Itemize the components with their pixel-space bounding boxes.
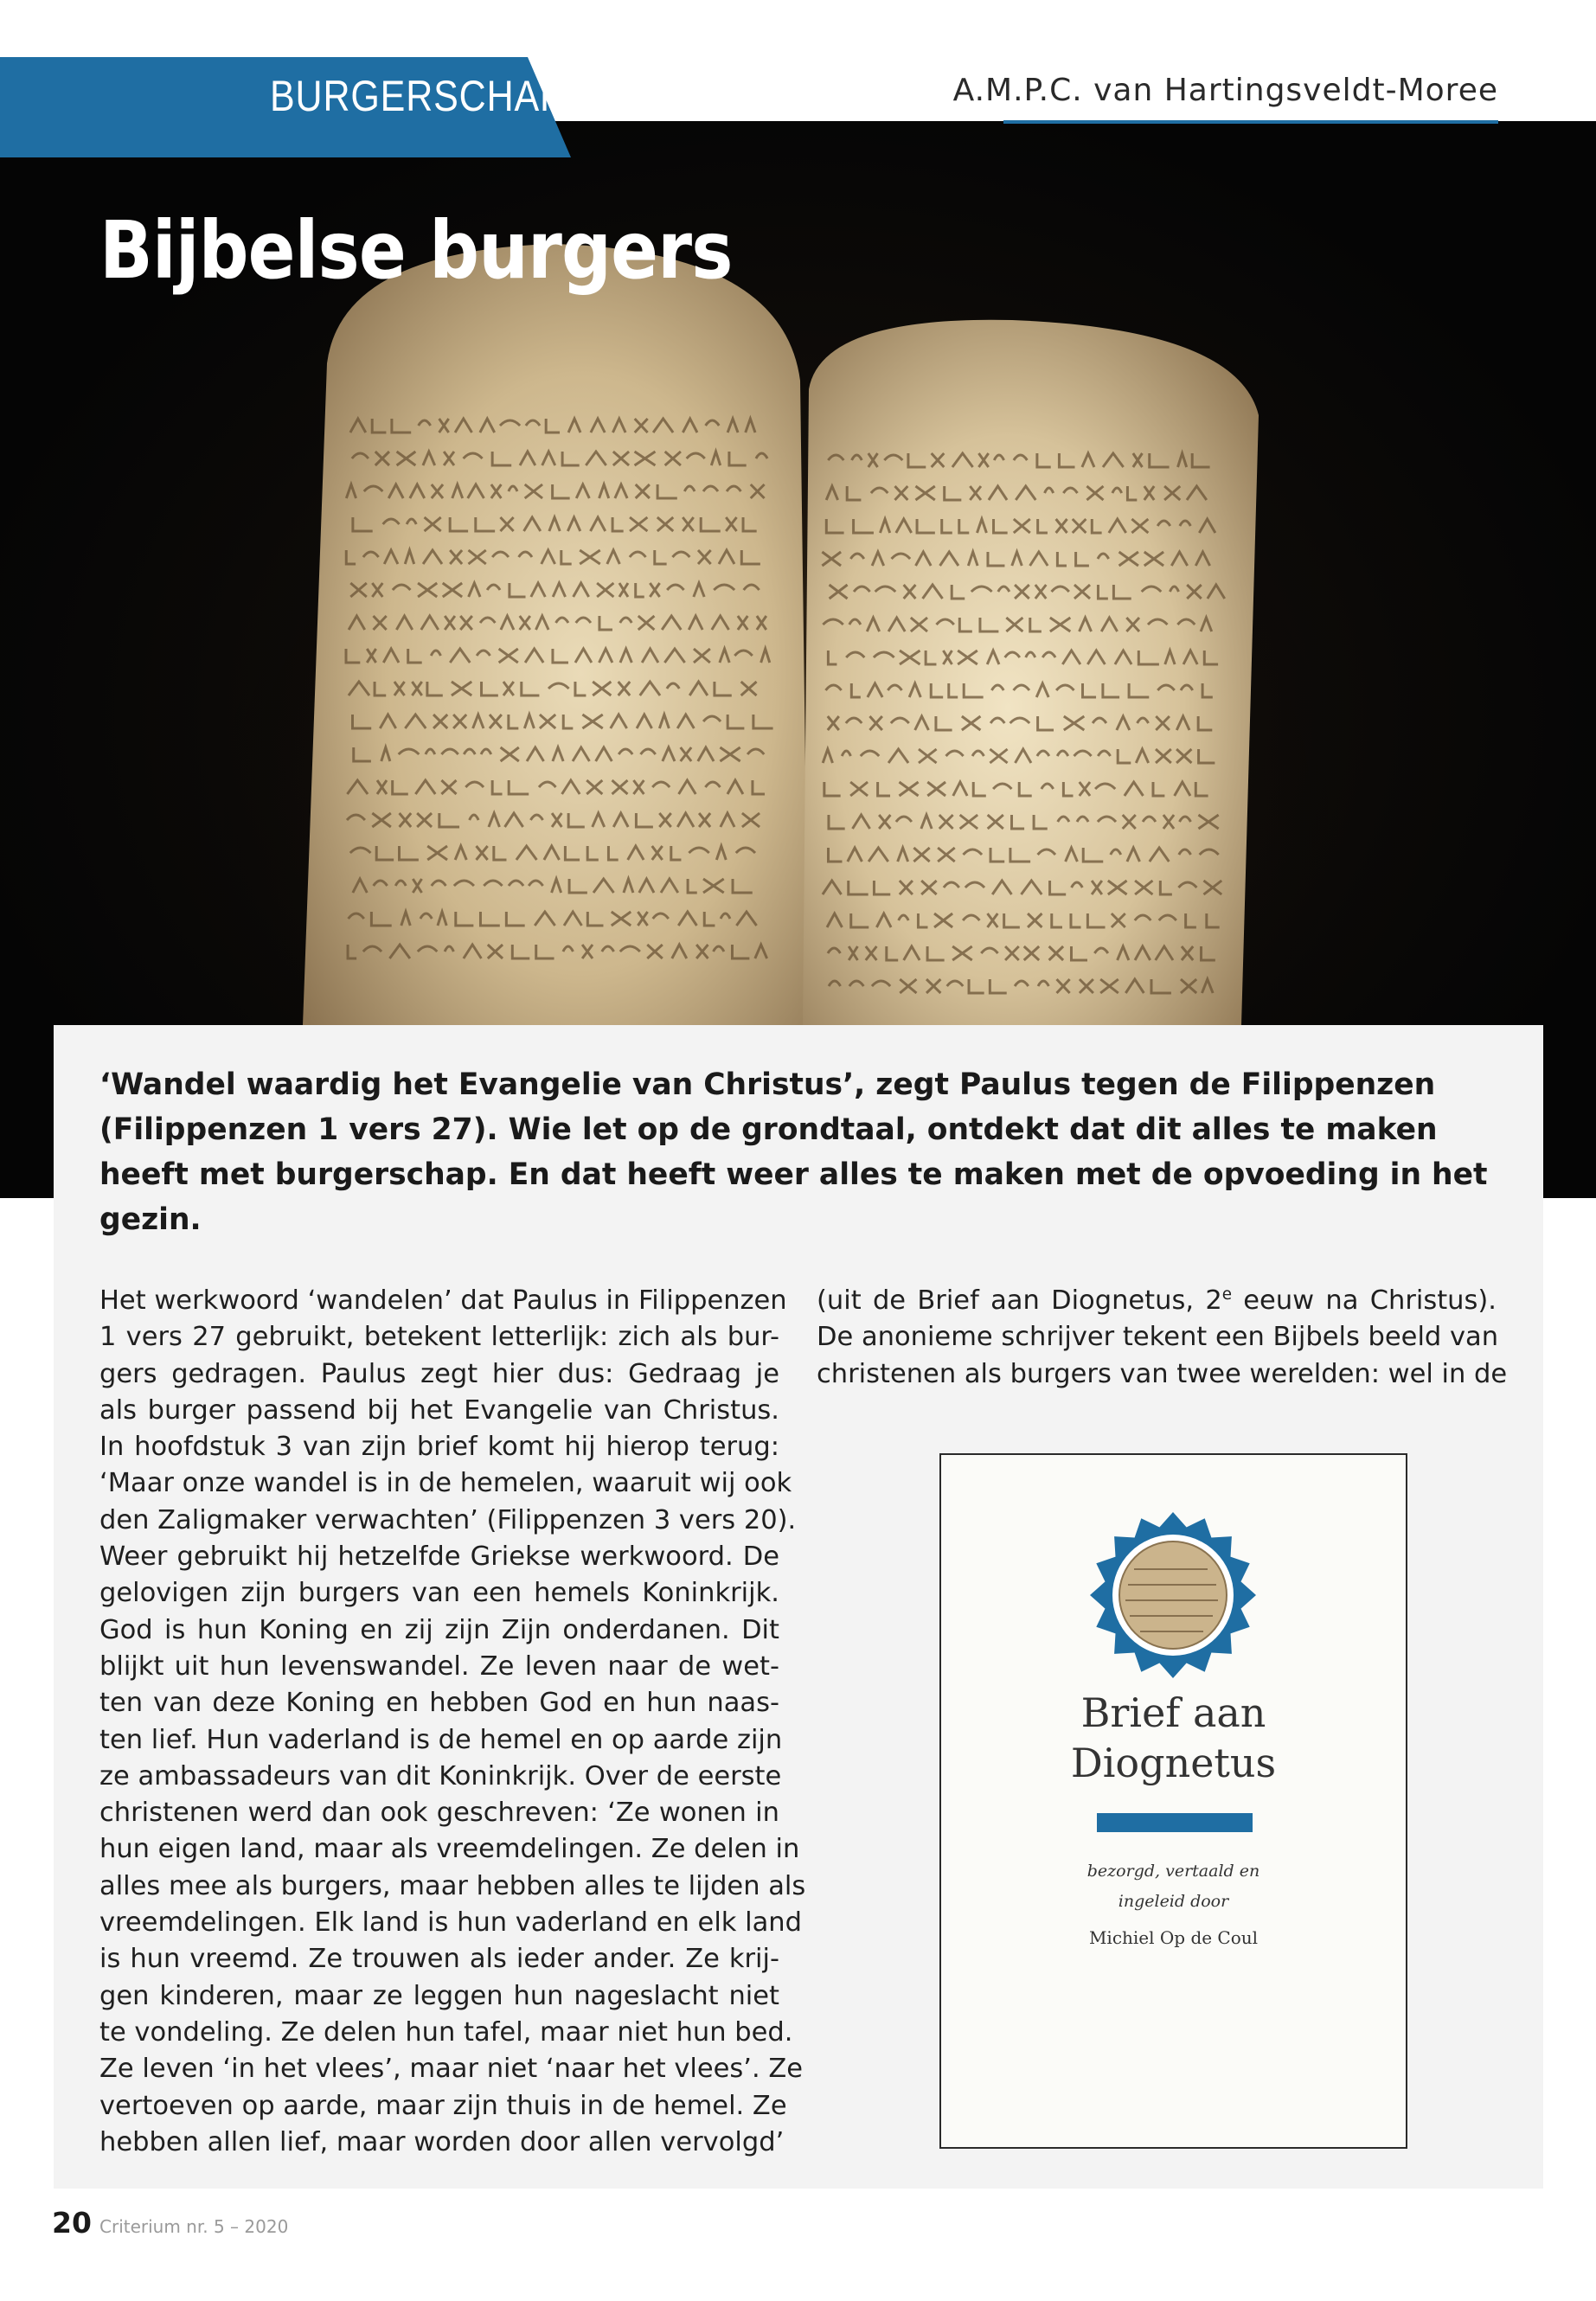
body-line: te vondeling. Ze delen hun tafel, maar niet hun bed.	[99, 2016, 793, 2048]
body-line: is hun vreemd. Ze trouwen als ieder ander. Ze krij-	[99, 1944, 779, 1975]
author-name: A.M.P.C. van Hartingsveldt-Moree	[952, 73, 1498, 108]
body-line: christenen als burgers van twee werelden: wel in de	[817, 1358, 1508, 1389]
body-line: God is hun Koning en zij zijn Zijn onderdanen. Dit	[99, 1614, 779, 1645]
article-lead: ‘Wandel waardig het Evangelie van Christus’, zegt Paulus tegen de Filippenzen (Filippenzen 1 vers 27). Wie let op de grondtaal, ontdekt dat dit alles te maken heeft met burgerschap. En dat heeft weer alles te maken met de opvoeding in het gezin.	[99, 1067, 1488, 1237]
body-line: den Zaligmaker verwachten’ (Filippenzen 3 vers 20).	[99, 1504, 797, 1535]
body-line: hun eigen land, maar als vreemdelingen. Ze delen in	[99, 1834, 800, 1865]
body-line: gers gedragen. Paulus zegt hier dus: Gedraag je	[99, 1358, 779, 1389]
seal-emblem-icon	[1086, 1509, 1259, 1682]
body-line: De anonieme schrijver tekent een Bijbels beeld van	[817, 1322, 1499, 1353]
body-line: In hoofdstuk 3 van zijn brief komt hij hierop terug:	[99, 1432, 779, 1463]
body-line: Ze leven ‘in het vlees’, maar niet ‘naar het vlees’. Ze	[99, 2054, 804, 2085]
article-title: Bijbelse burgers	[99, 204, 733, 297]
book-ribbon	[1097, 1813, 1253, 1832]
body-line: alles mee als burgers, maar hebben alles te lijden als	[99, 1870, 806, 1901]
body-line: ten van deze Koning en hebben God en hun naas-	[99, 1688, 779, 1719]
body-line: Weer gebruikt hij hetzelfde Griekse werkwoord. De	[99, 1541, 779, 1573]
body-line: blijkt uit hun levenswandel. Ze leven naar de wet-	[99, 1650, 779, 1682]
body-line: ze ambassadeurs van dit Koninkrijk. Over de eerste	[99, 1760, 782, 1791]
body-line: christenen werd dan ook geschreven: ‘Ze wonen in	[99, 1798, 779, 1829]
body-line: ten lief. Hun vaderland is de hemel en op aarde zijn	[99, 1724, 783, 1755]
section-label: BURGERSCHAP	[270, 72, 566, 120]
book-subtitle-line-1: bezorgd, vertaald en	[1086, 1862, 1260, 1881]
body-line: vreemdelingen. Elk land is hun vaderland en elk land	[99, 1907, 803, 1939]
body-line: ‘Maar onze wandel is in de hemelen, waaruit wij ook	[99, 1468, 792, 1499]
body-line: hebben allen lief, maar worden door allen vervolgd’	[99, 2126, 785, 2157]
body-line: vertoeven op aarde, maar zijn thuis in de hemel. Ze	[99, 2090, 787, 2121]
book-subtitle-line-2: ingeleid door	[1118, 1892, 1229, 1911]
right-tablet	[803, 320, 1259, 1025]
body-column-left	[99, 1283, 806, 2161]
author-underline	[1003, 120, 1498, 124]
body-line: gelovigen zijn burgers van een hemels Koninkrijk.	[99, 1578, 779, 1609]
page-number: 20	[52, 2206, 92, 2240]
book-title-line-2: Diognetus	[1070, 1740, 1277, 1786]
issue-label: Criterium nr. 5 – 2020	[99, 2216, 289, 2237]
body-line: 1 vers 27 gebruikt, betekent letterlijk: zich als bur-	[99, 1322, 779, 1353]
body-column-right	[817, 1283, 1508, 1393]
body-line: Het werkwoord ‘wandelen’ dat Paulus in Filippenzen	[99, 1285, 787, 1316]
book-cover-image	[939, 1453, 1407, 2149]
body-line: (uit de Brief aan Diognetus, 2e eeuw na Christus).	[817, 1285, 1497, 1316]
body-line: gen kinderen, maar ze leggen hun nageslacht niet	[99, 1980, 779, 2011]
body-line: als burger passend bij het Evangelie van Christus.	[99, 1394, 779, 1426]
book-title-line-1: Brief aan	[1080, 1689, 1266, 1736]
left-tablet	[303, 244, 809, 1025]
book-editor: Michiel Op de Coul	[1088, 1927, 1259, 1948]
